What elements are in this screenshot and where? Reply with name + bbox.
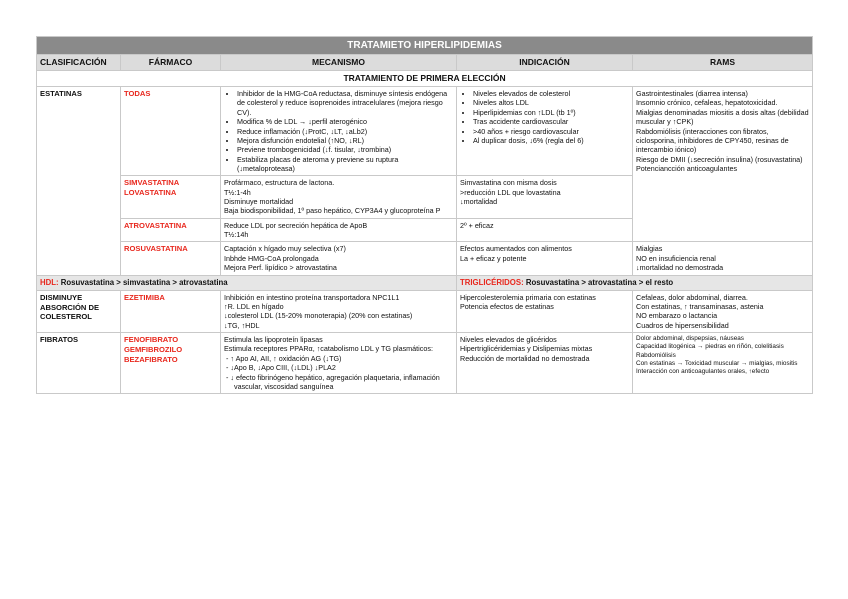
- table-title-row: [37, 37, 813, 55]
- rosuva-indication: [457, 242, 633, 275]
- text-line: Cuadros de hipersensibilidad: [636, 320, 729, 330]
- text-line: Interacción con anticoagulantes orales, ↑efecto: [636, 368, 770, 376]
- text-line: Baja biodisponibilidad, 1º paso hepático, CYP3A4 y glucoproteína P: [224, 206, 441, 216]
- tg-comparison: [457, 275, 813, 290]
- text-line: T½:1-4h: [224, 187, 251, 197]
- drug-todas: TODAS: [121, 87, 221, 176]
- text-line: >reducción LDL que lovastatina: [460, 187, 561, 197]
- atorva-mechanism: [221, 218, 457, 242]
- header-drug: FÁRMACO: [121, 55, 221, 71]
- text-line: Mejora Perf. lipídico > atrovastatina: [224, 263, 337, 273]
- text-line: ↓colesterol LDL (15-20% monoterapia) (20% con estatinas): [224, 311, 413, 321]
- drug-fenofibrato: FENOFIBRATO: [124, 335, 179, 345]
- ezetimiba-classification: [37, 290, 121, 332]
- list-item: • Niveles elevados de colesterol: [473, 89, 629, 98]
- text-line: NO embarazo o lactancia: [636, 311, 718, 321]
- fibratos-mechanism: [221, 333, 457, 394]
- header-row: [37, 55, 813, 71]
- text-line: Captación x hígado muy selectiva (x7): [224, 244, 346, 254]
- first-line-title: TRATAMIENTO DE PRIMERA ELECCIÓN: [37, 71, 813, 87]
- text-line: Efectos aumentados con alimentos: [460, 244, 572, 254]
- rosuva-rams: [633, 242, 813, 275]
- text-line: ↓mortalidad no demostrada: [636, 263, 724, 273]
- ezetimiba-rams: [633, 290, 813, 332]
- list-item: • Reduce inflamación (↓ProtC, ↓LT, ↓aLb2): [237, 127, 453, 136]
- text-line: La + eficaz y potente: [460, 253, 527, 263]
- todas-mechanism: [221, 87, 457, 176]
- simva-mechanism: [221, 176, 457, 218]
- text-line: T½:14h: [224, 230, 249, 240]
- list-item: • Inhibidor de la HMG-CoA reductasa, disminuye síntesis endógena de colesterol y reduce isoprenoides intracelulares (mejora riesgo CV).: [237, 89, 453, 117]
- text-line: Reduce LDL por secreción hepática de ApoB: [224, 220, 368, 230]
- list-item: • Previene trombogenicidad (↓f. tisular, ↓trombina): [237, 145, 453, 154]
- drug-atrovastatina: ATROVASTATINA: [121, 218, 221, 242]
- atorva-indication: [457, 218, 633, 242]
- rams-line: Insomnio crónico, cefaleas, hepatotoxicidad.: [636, 98, 778, 108]
- list-item: • Al duplicar dosis, ↓6% (regla del 6): [473, 136, 629, 145]
- drug-simva-lova: [121, 176, 221, 218]
- text-line: Con estatinas, ↑ transaminasas, astenia: [636, 302, 764, 312]
- table-row: [37, 87, 813, 176]
- list-item: • >40 años + riesgo cardiovascular: [473, 127, 629, 136]
- drug-rosuvastatina: ROSUVASTATINA: [121, 242, 221, 275]
- text-line: ABSORCIÓN DE: [40, 302, 100, 312]
- text-line: Inhibición en intestino proteína transportadora NPC1L1: [224, 292, 400, 302]
- table-row: [37, 333, 813, 394]
- tg-label: TRIGLICÉRIDOS:: [460, 277, 524, 287]
- hyperlipidemia-treatment-table: [36, 36, 813, 394]
- text-line: Estimula receptores PPARα, ↑catabolismo LDL y TG plasmáticos:: [224, 344, 433, 354]
- first-line-row: [37, 71, 813, 87]
- header-indication: INDICACIÓN: [457, 55, 633, 71]
- list-item: - ↑ Apo AI, AII, ↑ oxidación AG (↓TG): [234, 354, 453, 363]
- text-line: COLESTEROL: [40, 312, 92, 322]
- tg-text: Rosuvastatina > atrovastatina > el resto: [523, 277, 674, 287]
- hdl-label: HDL:: [40, 277, 59, 287]
- list-item: - ↓ efecto fibrinógeno hepático, agregación plaquetaria, inflamación vascular, viscosidad sanguínea: [234, 373, 453, 392]
- hdl-text: Rosuvastatina > simvastatina > atrovastatina: [58, 277, 228, 287]
- fibratos-indication: [457, 333, 633, 394]
- header-mechanism: MECANISMO: [221, 55, 457, 71]
- list-item: • Tras accidente cardiovascular: [473, 117, 629, 126]
- drug-lovastatina: LOVASTATINA: [124, 188, 177, 198]
- table-row: [37, 242, 813, 275]
- rams-line: Potenciancción anticoagulantes: [636, 163, 738, 173]
- text-line: Cefaleas, dolor abdominal, diarrea.: [636, 292, 748, 302]
- text-line: ↓TG, ↑HDL: [224, 320, 260, 330]
- simva-indication: [457, 176, 633, 218]
- drug-simvastatina: SIMVASTATINA: [124, 178, 180, 188]
- text-line: Inbhde HMG-CoA prolongada: [224, 253, 319, 263]
- text-line: NO en insuficiencia renal: [636, 253, 716, 263]
- text-line: 2º + eficaz: [460, 220, 494, 230]
- list-item: - ↓Apo B, ↓Apo CIII, (↓LDL) ↓PLA2: [234, 363, 453, 372]
- text-line: ↓mortalidad: [460, 197, 498, 207]
- ezetimiba-mechanism: [221, 290, 457, 332]
- rams-line: Mialgias denominadas miositis a dosis altas (debilidad muscular y ↑CPK): [636, 107, 809, 127]
- fibratos-rams: [633, 333, 813, 394]
- table-title: TRATAMIETO HIPERLIPIDEMIAS: [37, 37, 813, 55]
- text-line: Niveles elevados de glicéridos: [460, 335, 557, 345]
- list-item: • Estabiliza placas de ateroma y previene su ruptura (↓metaloproteasa): [237, 155, 453, 174]
- comparison-row: [37, 275, 813, 290]
- text-line: Hipercolesterolemia primaria con estatinas: [460, 292, 596, 302]
- text-line: Estimula las lipoproteín lipasas: [224, 335, 323, 345]
- list-item: • Hiperlipidemias con ↑LDL (tb 1º): [473, 108, 629, 117]
- text-line: Potencia efectos de estatinas: [460, 302, 554, 312]
- drug-gemfibrozilo: GEMFIBROZILO: [124, 344, 183, 354]
- list-item: • Mejora disfunción endotelial (↑NO, ↓RL): [237, 136, 453, 145]
- text-line: Disminuye mortalidad: [224, 197, 294, 207]
- text-line: Rabdomiólisis: [636, 351, 676, 359]
- ezetimiba-indication: [457, 290, 633, 332]
- rams-line: Gastrointestinales (diarrea intensa): [636, 89, 748, 99]
- drug-ezetimiba: EZETIMIBA: [121, 290, 221, 332]
- header-rams: RAMS: [633, 55, 813, 71]
- text-line: Hipertriglicéridemias y Dislipemias mixtas: [460, 344, 593, 354]
- fibratos-classification: FIBRATOS: [37, 333, 121, 394]
- text-line: DISMINUYE: [40, 292, 83, 302]
- text-line: Profármaco, estructura de lactona.: [224, 178, 335, 188]
- drug-bezafibrato: BEZAFIBRATO: [124, 354, 178, 364]
- todas-indication: [457, 87, 633, 176]
- list-item: • Niveles altos LDL: [473, 98, 629, 107]
- text-line: Reducción de mortalidad no demostrada: [460, 353, 590, 363]
- hdl-comparison: [37, 275, 457, 290]
- text-line: Mialgias: [636, 244, 663, 254]
- text-line: Simvastatina con misma dosis: [460, 178, 557, 188]
- rams-line: Rabdomiólisis (interacciones con fibratos, ciclosporina, inhibidores de CPY450, resinas de intercambio iónico): [636, 126, 789, 155]
- rams-line: Riesgo de DMII (↓secreción insulina) (rosuvastatina): [636, 154, 803, 164]
- rosuva-mechanism: [221, 242, 457, 275]
- statins-rams: [633, 87, 813, 242]
- text-line: Dolor abdominal, dispepsias, náuseas: [636, 335, 744, 343]
- header-classification: CLASIFICACIÓN: [37, 55, 121, 71]
- drug-fibratos: [121, 333, 221, 394]
- list-item: • Modifica % de LDL → ↓perfil aterogénico: [237, 117, 453, 126]
- text-line: ↑R. LDL en hígado: [224, 302, 284, 312]
- text-line: Con estatinas → Toxicidad muscular → mialgias, miositis: [636, 360, 798, 368]
- table-row: [37, 290, 813, 332]
- text-line: Capacidad litogénica → piedras en riñón, colelitiasis: [636, 343, 784, 351]
- statins-classification: ESTATINAS: [37, 87, 121, 275]
